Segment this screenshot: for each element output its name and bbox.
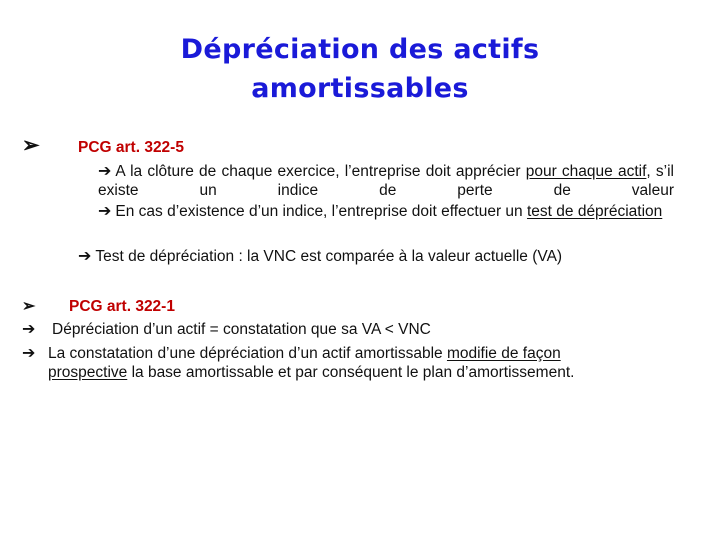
- item-text: En cas d’existence d’un indice, l’entreprise doit effectuer un: [115, 203, 527, 220]
- section-1-item-2: [98, 202, 674, 221]
- section-2-item-2: [22, 344, 642, 382]
- section-2-item-1: [22, 320, 662, 339]
- chevron-arrow-bullet-icon: ➢: [22, 134, 40, 157]
- underlined-text: modifie de façon prospective: [48, 345, 561, 381]
- item-text-block: [48, 344, 642, 382]
- underlined-text: pour chaque actif: [525, 163, 647, 180]
- chevron-arrow-bullet-icon: ➢: [22, 298, 36, 315]
- item-text: Test de dépréciation : la VNC est comparée à la valeur actuelle (VA): [95, 248, 563, 265]
- item-text: A la clôture de chaque exercice, l’entreprise doit apprécier: [115, 163, 526, 180]
- right-arrow-icon: ➔: [98, 163, 112, 180]
- right-arrow-icon: ➔: [98, 203, 112, 220]
- title-line-2: amortissables: [251, 73, 469, 104]
- item-text: La constatation d’une dépréciation d’un actif amortissable: [48, 345, 447, 362]
- item-text: , s’il existe un indice de perte de valeur: [98, 163, 674, 199]
- title-line-1: Dépréciation des actifs: [180, 34, 540, 65]
- right-arrow-icon: ➔: [22, 321, 36, 338]
- section-1-item-1: [98, 162, 674, 200]
- section-1-heading-text: PCG art. 322-5: [78, 139, 184, 156]
- item-text: Dépréciation d’un actif = constatation que sa VA < VNC: [52, 321, 431, 338]
- section-2-heading-text: PCG art. 322-1: [69, 298, 175, 315]
- underlined-text: test de dépréciation: [526, 203, 663, 220]
- right-arrow-icon: ➔: [78, 248, 92, 265]
- section-2-heading: [22, 296, 175, 316]
- section-1-heading: [22, 133, 184, 158]
- section-1-item-3: [78, 247, 678, 266]
- right-arrow-icon: ➔: [22, 345, 36, 362]
- page-title: [0, 30, 720, 108]
- item-text: la base amortissable et par conséquent le plan d’amortissement.: [127, 364, 575, 381]
